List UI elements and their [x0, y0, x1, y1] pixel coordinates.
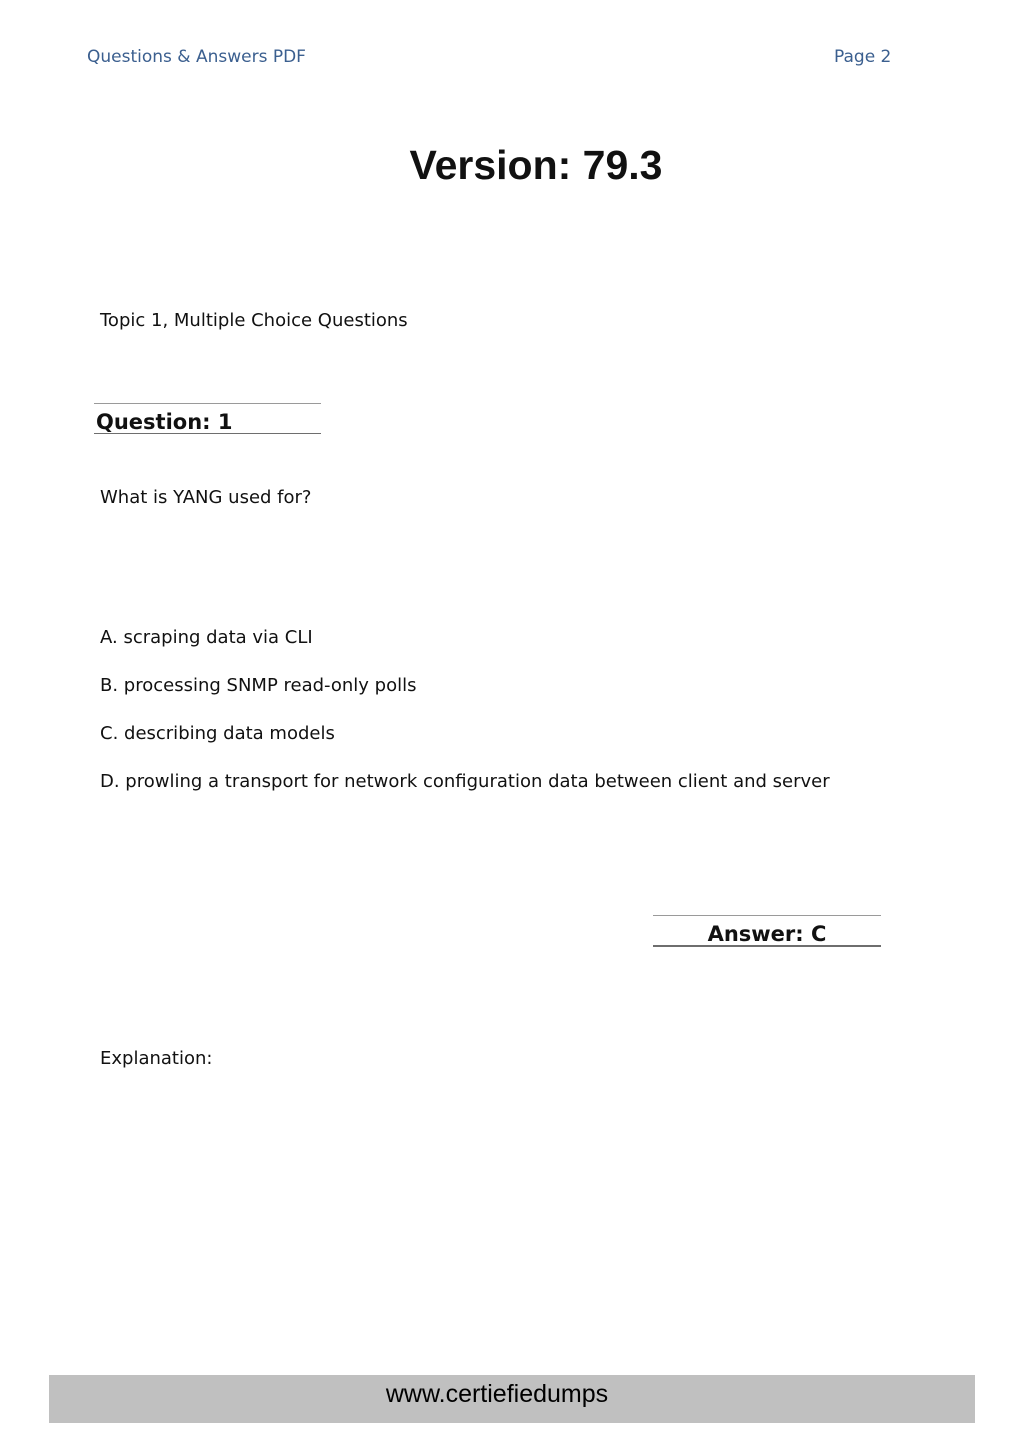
option-b: B. processing SNMP read-only polls [100, 675, 417, 696]
option-c: C. describing data models [100, 723, 335, 744]
version-title: Version: 79.3 [409, 142, 663, 188]
page-number: Page 2 [834, 47, 892, 67]
answer-label-box [653, 915, 881, 947]
footer-url: www.certiefiedumps [385, 1380, 609, 1408]
question-text: What is YANG used for? [100, 487, 312, 508]
footer-bar [49, 1375, 975, 1423]
option-a: A. scraping data via CLI [100, 627, 313, 648]
topic-heading: Topic 1, Multiple Choice Questions [100, 310, 408, 331]
question-label: Question: 1 [96, 410, 233, 434]
option-d: D. prowling a transport for network configuration data between client and server [100, 771, 830, 792]
header-title: Questions & Answers PDF [87, 47, 306, 67]
explanation-label: Explanation: [100, 1048, 213, 1069]
answer-label: Answer: C [707, 922, 827, 946]
question-label-box [94, 403, 321, 434]
